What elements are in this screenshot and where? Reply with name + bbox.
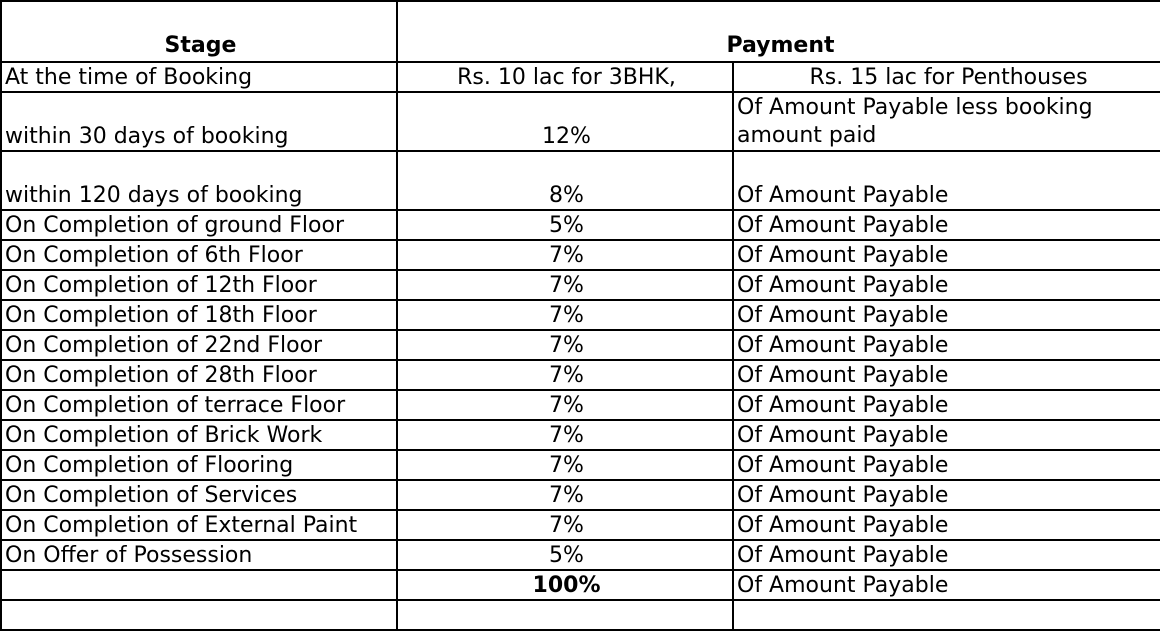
table-row	[1, 540, 1160, 570]
table-row	[1, 390, 1160, 420]
stage-cell: On Completion of 18th Floor	[1, 300, 397, 330]
basis-cell: Of Amount Payable	[733, 240, 1160, 270]
basis-cell: Of Amount Payable	[733, 300, 1160, 330]
stage-cell: within 30 days of booking	[1, 92, 397, 151]
stage-cell: On Completion of 12th Floor	[1, 270, 397, 300]
empty-cell	[397, 600, 733, 630]
basis-cell: Of Amount Payable	[733, 510, 1160, 540]
percent-cell: 7%	[397, 270, 733, 300]
stage-header: Stage	[1, 1, 397, 62]
stage-cell: On Completion of ground Floor	[1, 210, 397, 240]
total-stage-cell	[1, 570, 397, 600]
basis-cell: Of Amount Payable	[733, 270, 1160, 300]
total-basis-cell: Of Amount Payable	[733, 570, 1160, 600]
table-row	[1, 450, 1160, 480]
basis-cell: Of Amount Payable	[733, 390, 1160, 420]
basis-cell: Of Amount Payable	[733, 360, 1160, 390]
table-row	[1, 270, 1160, 300]
stage-cell: On Completion of External Paint	[1, 510, 397, 540]
table-row	[1, 151, 1160, 210]
booking-row	[1, 62, 1160, 92]
table-row	[1, 240, 1160, 270]
basis-cell: Of Amount Payable	[733, 330, 1160, 360]
booking-amount-3bhk-cell: Rs. 10 lac for 3BHK,	[397, 62, 733, 92]
stage-cell: On Completion of Brick Work	[1, 420, 397, 450]
empty-cell	[733, 600, 1160, 630]
basis-cell: Of Amount Payable less booking amount paid	[733, 92, 1160, 151]
table-row	[1, 420, 1160, 450]
percent-cell: 7%	[397, 360, 733, 390]
percent-cell: 7%	[397, 300, 733, 330]
percent-cell: 7%	[397, 510, 733, 540]
percent-cell: 7%	[397, 330, 733, 360]
table-row	[1, 92, 1160, 151]
percent-cell: 7%	[397, 420, 733, 450]
empty-cell	[1, 600, 397, 630]
booking-amount-penthouse-cell: Rs. 15 lac for Penthouses	[733, 62, 1160, 92]
table-row	[1, 480, 1160, 510]
stage-cell: On Completion of 28th Floor	[1, 360, 397, 390]
stage-cell: On Completion of terrace Floor	[1, 390, 397, 420]
table-row	[1, 360, 1160, 390]
stage-cell: On Completion of Flooring	[1, 450, 397, 480]
basis-cell: Of Amount Payable	[733, 480, 1160, 510]
basis-cell: Of Amount Payable	[733, 540, 1160, 570]
percent-cell: 5%	[397, 210, 733, 240]
table-row	[1, 510, 1160, 540]
percent-cell: 7%	[397, 450, 733, 480]
payment-header: Payment	[397, 1, 1160, 62]
percent-cell: 12%	[397, 92, 733, 151]
booking-stage-cell: At the time of Booking	[1, 62, 397, 92]
percent-cell: 8%	[397, 151, 733, 210]
total-row	[1, 570, 1160, 600]
empty-row	[1, 600, 1160, 630]
table-row	[1, 210, 1160, 240]
table-row	[1, 330, 1160, 360]
percent-cell: 7%	[397, 240, 733, 270]
basis-cell: Of Amount Payable	[733, 450, 1160, 480]
stage-cell: On Offer of Possession	[1, 540, 397, 570]
total-percent-cell: 100%	[397, 570, 733, 600]
table-row	[1, 300, 1160, 330]
basis-cell: Of Amount Payable	[733, 420, 1160, 450]
stage-cell: within 120 days of booking	[1, 151, 397, 210]
stage-cell: On Completion of Services	[1, 480, 397, 510]
basis-cell: Of Amount Payable	[733, 151, 1160, 210]
percent-cell: 7%	[397, 390, 733, 420]
percent-cell: 7%	[397, 480, 733, 510]
stage-cell: On Completion of 22nd Floor	[1, 330, 397, 360]
percent-cell: 5%	[397, 540, 733, 570]
header-row	[1, 1, 1160, 62]
basis-cell: Of Amount Payable	[733, 210, 1160, 240]
stage-cell: On Completion of 6th Floor	[1, 240, 397, 270]
